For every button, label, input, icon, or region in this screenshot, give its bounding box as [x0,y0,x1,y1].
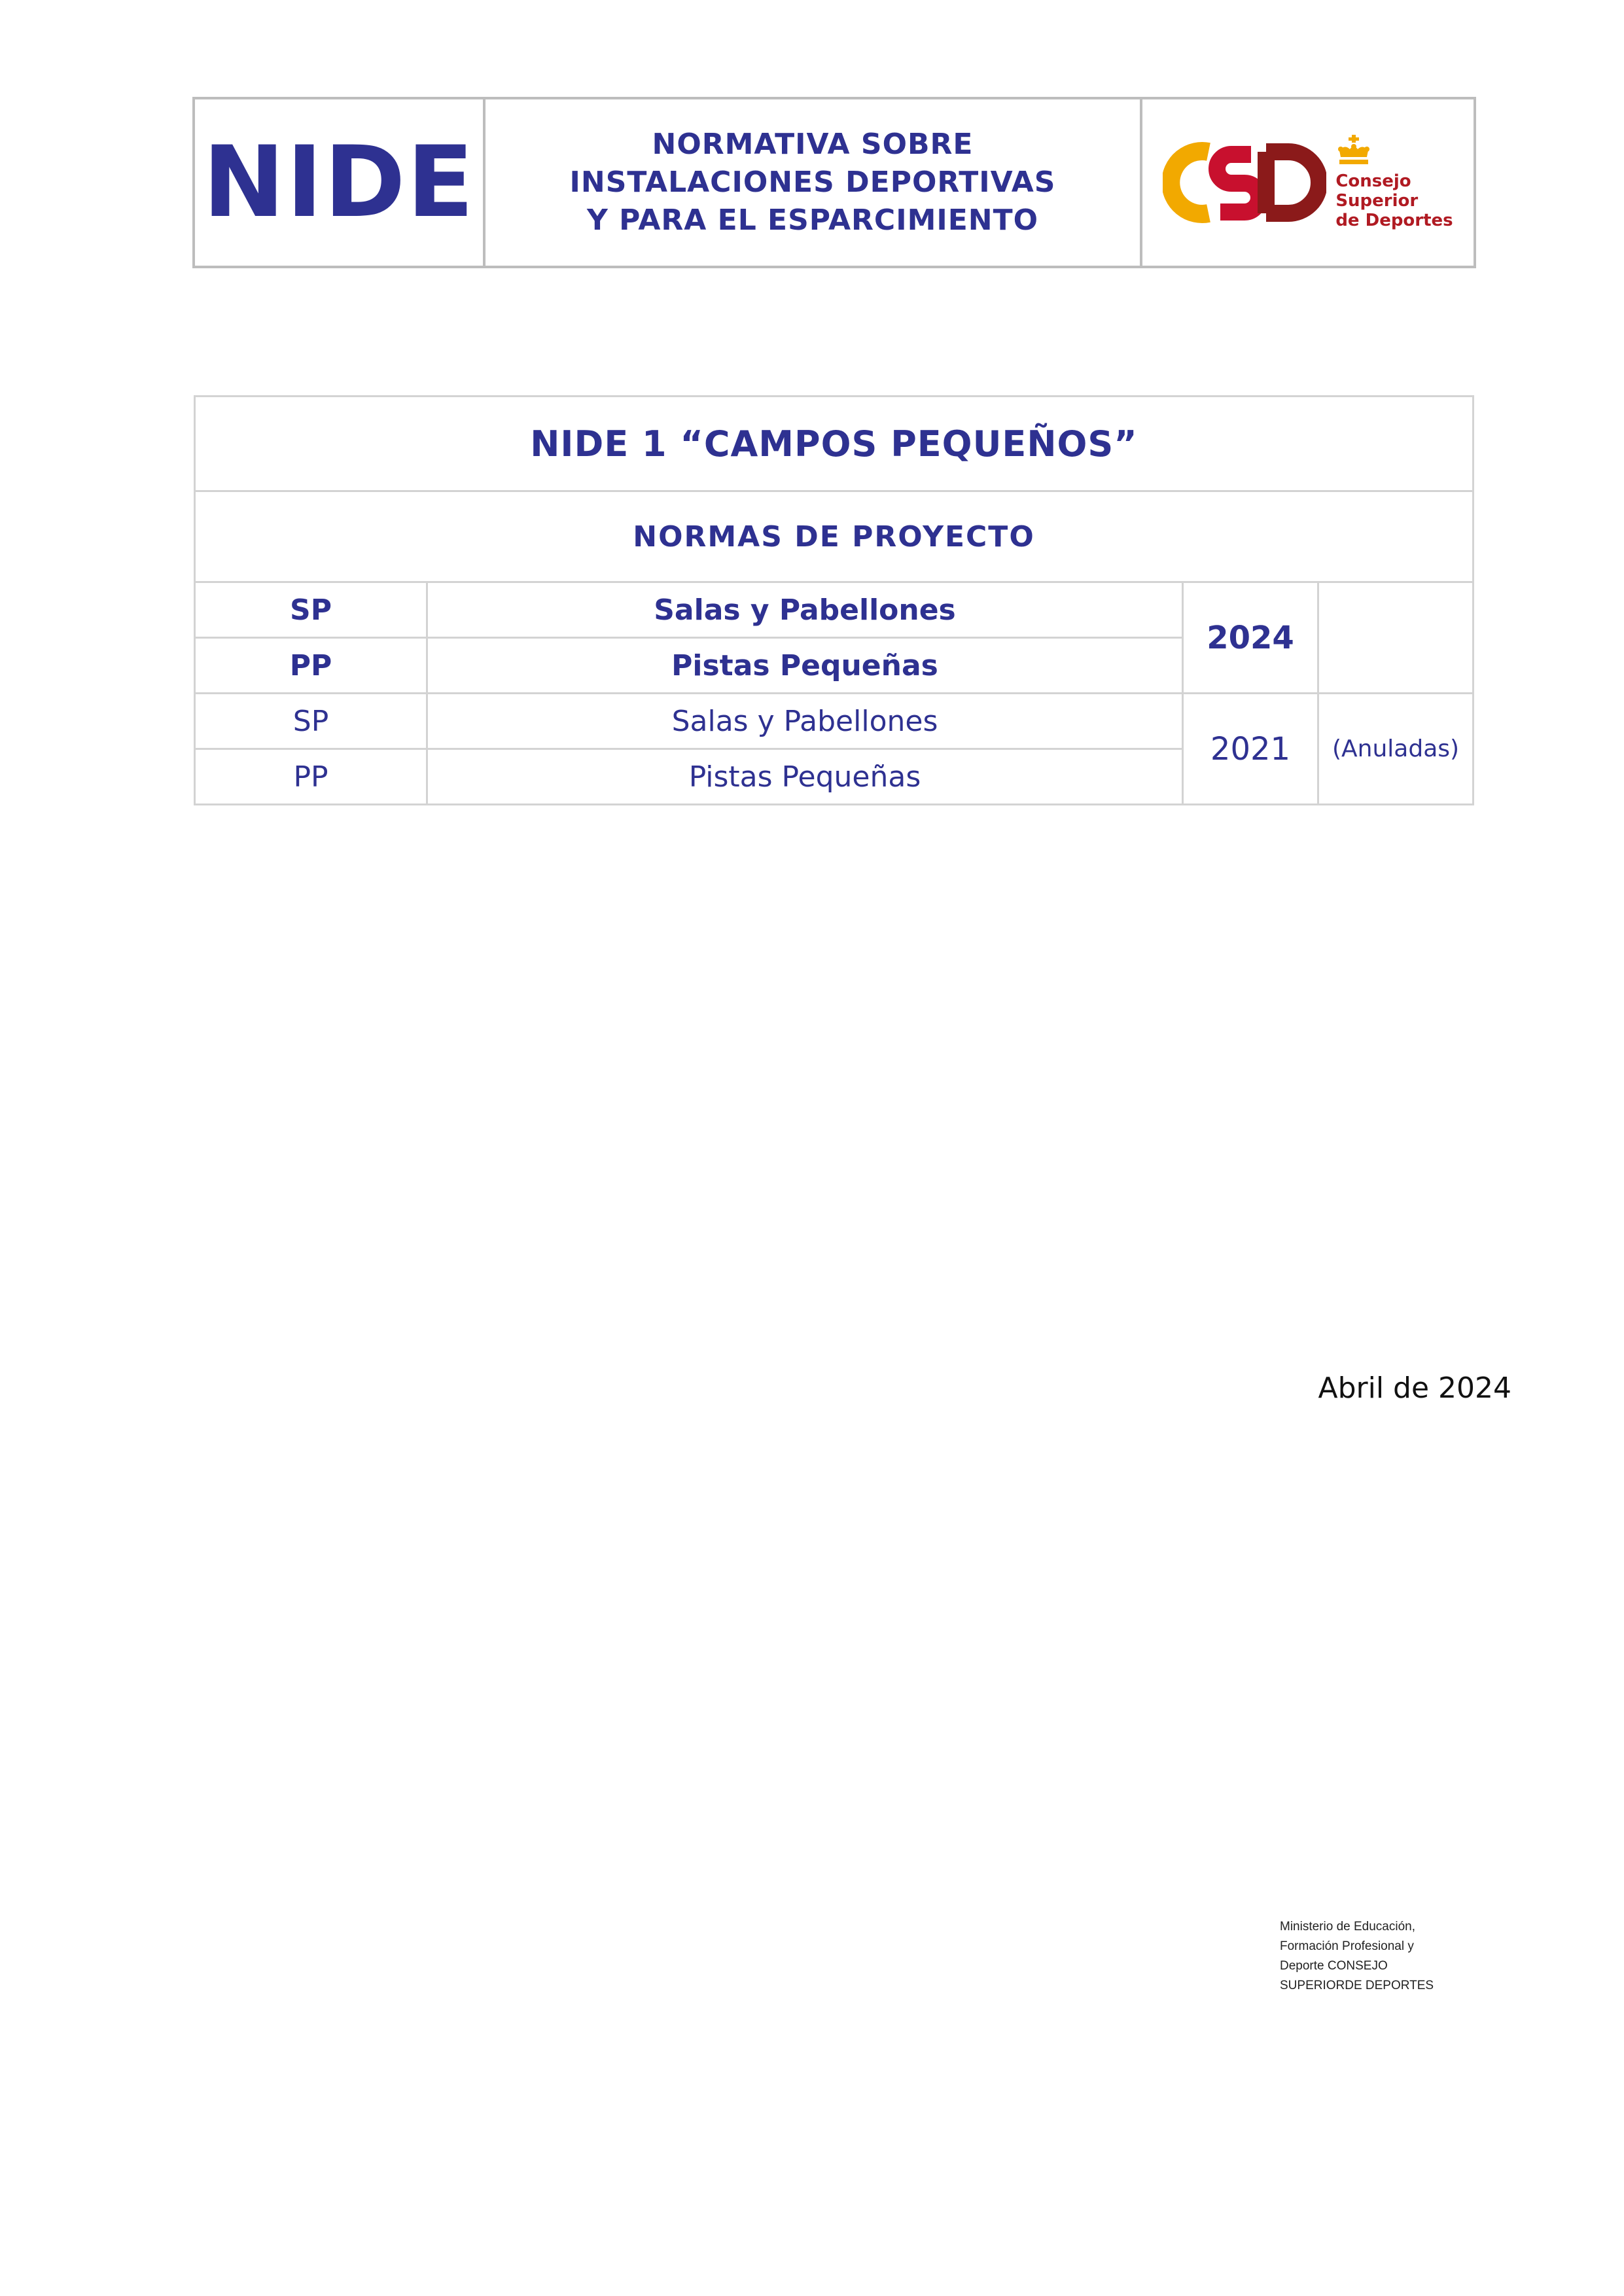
header-title-line-1: NORMATIVA SOBRE [652,128,974,161]
csd-logo [1142,135,1474,230]
document-subtitle-row [195,491,1474,582]
previous-status: (Anuladas) [1318,694,1474,805]
document-info-table [194,395,1474,805]
footer-line-1: Ministerio de Educación, [1280,1920,1415,1934]
previous-year: 2021 [1183,694,1318,805]
norm-name: Pistas Pequeñas [427,638,1183,694]
norm-name: Pistas Pequeñas [427,749,1183,805]
current-year: 2024 [1183,582,1318,694]
footer-line-2: Formación Profesional y [1280,1939,1414,1953]
csd-logo-text [1335,171,1453,230]
nide-logo-cell [194,98,484,267]
norm-code: SP [195,582,427,638]
table-row [195,582,1474,638]
footer-ministry [1280,1917,1515,1996]
norm-name: Salas y Pabellones [427,582,1183,638]
csd-logo-right [1335,135,1453,230]
header-title-cell [484,98,1141,267]
footer-line-4: SUPERIORDE DEPORTES [1280,1979,1434,1992]
document-title: NIDE 1 “CAMPOS PEQUEÑOS” [195,397,1474,491]
document-title-row [195,397,1474,491]
table-row [195,694,1474,749]
header-title [485,126,1140,239]
norm-code: PP [195,638,427,694]
norm-code: SP [195,694,427,749]
header-table [192,97,1476,268]
header-title-line-3: Y PARA EL ESPARCIMIENTO [586,203,1039,237]
document-subtitle: NORMAS DE PROYECTO [195,491,1474,582]
csd-logo-cell [1141,98,1475,267]
document-date: Abril de 2024 [1318,1371,1511,1405]
csd-logo-line-3: de Deportes [1335,211,1453,230]
footer-line-3-start: Deporte [1280,1959,1324,1973]
csd-logo-line-1: Consejo [1335,171,1411,191]
norm-code: PP [195,749,427,805]
footer-line-3 [1280,1956,1515,1976]
csd-logo-line-2: Superior [1335,191,1419,211]
header-title-line-2: INSTALACIONES DEPORTIVAS [569,166,1056,199]
norm-name: Salas y Pabellones [427,694,1183,749]
csd-logo-mark-icon [1163,140,1326,225]
nide-logo: NIDE [202,126,476,239]
footer-line-3-end: CONSEJO [1327,1959,1388,1973]
current-status [1318,582,1474,694]
crown-icon [1335,135,1372,168]
